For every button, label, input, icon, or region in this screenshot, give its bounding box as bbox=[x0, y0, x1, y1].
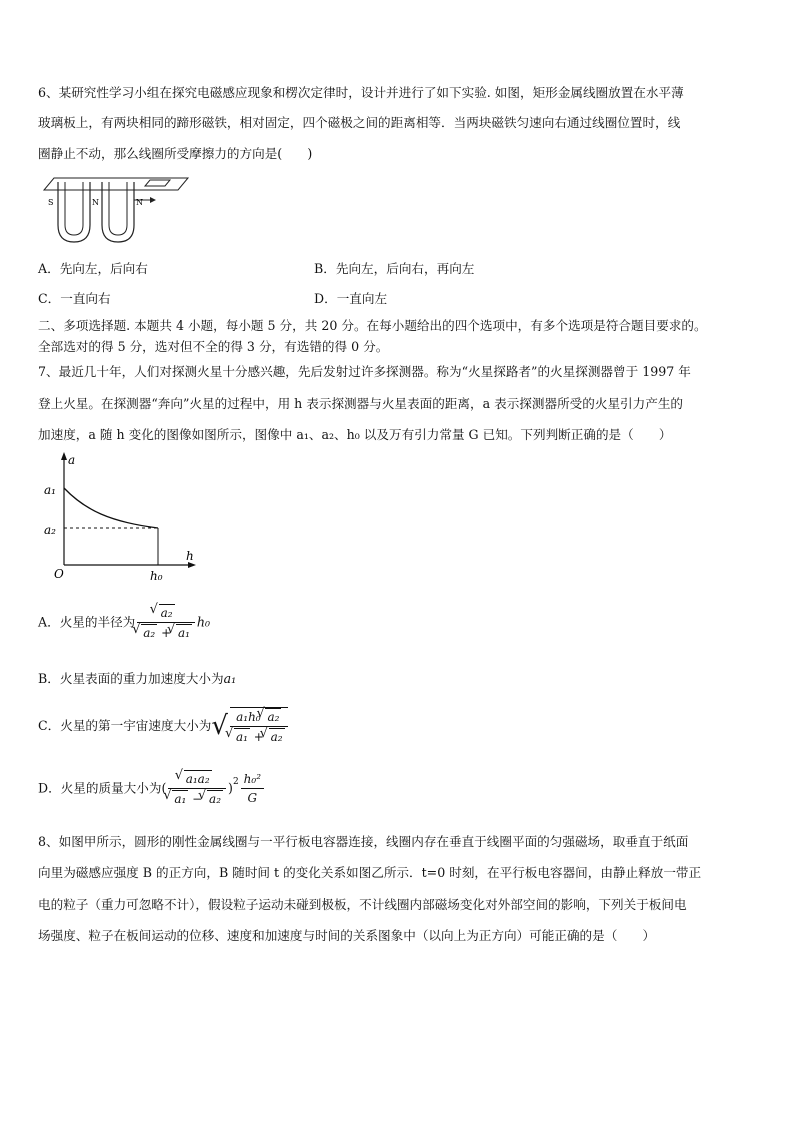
q7-option-d-fraction bbox=[168, 770, 226, 807]
q6-option-d: D．一直向左 bbox=[314, 291, 388, 306]
q6-option-b: B．先向左，后向右，再向左 bbox=[314, 261, 475, 276]
q6-line-2: 玻璃板上，有两块相同的蹄形磁铁，相对固定，四个磁极之间的距离相等．当两块磁铁匀速向右通过线圈位置时，线 bbox=[38, 115, 681, 130]
q7-option-d-den1: √ a₁ bbox=[172, 790, 188, 807]
q7-option-d-num2: h₀² bbox=[241, 771, 264, 789]
q7-option-a-den2: √ a₁ bbox=[176, 624, 192, 641]
q8-line-2: 向里为磁感应强度 B 的正方向，B 随时间 t 的变化关系如图乙所示．t=0 时刻，在平行板电容器间，由静止释放一带正 bbox=[38, 865, 702, 880]
q6-line-3: 圈静止不动，那么线圈所受摩擦力的方向是( ) bbox=[38, 146, 313, 161]
q6-option-c: C．一直向右 bbox=[38, 291, 111, 306]
q7-option-a-tail: h₀ bbox=[196, 614, 211, 630]
pole-label-s1: S bbox=[48, 198, 54, 207]
q7-option-c-den1: √ a₁ bbox=[234, 728, 250, 745]
q7-line-1: 7、最近几十年，人们对探测火星十分感兴趣，先后发射过许多探测器。称为“火星探路者”的火星探测器曾于 1997 年 bbox=[38, 364, 691, 379]
pole-label-n2: N bbox=[136, 198, 143, 207]
q6-option-a: A．先向左，后向右 bbox=[38, 261, 148, 276]
q7-option-c-plus: + bbox=[253, 730, 264, 744]
q7-option-d-pow: 2 bbox=[232, 777, 239, 787]
q7-a-h-graph bbox=[40, 450, 200, 585]
q7-option-d-den3: G bbox=[247, 791, 258, 805]
pole-label-n1: N bbox=[92, 198, 99, 207]
graph-h0-label: h₀ bbox=[150, 569, 163, 583]
q7-option-c-den2: √ a₂ bbox=[269, 728, 285, 745]
q8-line-4: 场强度、粒子在板间运动的位移、速度和加速度与时间的关系图象中（以向上为正方向）可能正确的是（ ） bbox=[38, 928, 656, 943]
q8-line-3: 电的粒子（重力可忽略不计），假设粒子运动未碰到极板，不计线圈内部磁场变化对外部空间的影响，下列关于板间电 bbox=[38, 897, 687, 912]
q7-option-c-num-root: √ a₂ bbox=[265, 708, 281, 725]
q7-option-c-text: C．火星的第一宇宙速度大小为 bbox=[38, 718, 212, 733]
q7-option-b-tail: a₁ bbox=[223, 671, 237, 686]
q7-option-c-num: a₁h₀ bbox=[236, 710, 261, 724]
q7-line-2: 登上火星。在探测器“奔向”火星的过程中，用 h 表示探测器与火星表面的距离，a 表示探测器所受的火星引力产生的 bbox=[38, 396, 684, 411]
q7-option-d-minus: − bbox=[192, 792, 203, 806]
q7-option-a bbox=[38, 604, 210, 641]
q6-line-1: 6、某研究性学习小组在探究电磁感应现象和楞次定律时，设计并进行了如下实验. 如图，矩形金属线圈放置在水平薄 bbox=[38, 85, 684, 100]
section2-line-1: 二、多项选择题. 本题共 4 小题，每小题 5 分，共 20 分。在每小题给出的四个选项中，有多个选项是符合题目要求的。 bbox=[38, 318, 707, 333]
graph-x-label: h bbox=[186, 549, 194, 563]
q7-option-d-fraction-2 bbox=[241, 771, 264, 806]
q7-option-b bbox=[38, 671, 236, 687]
q7-option-a-den1: √ a₂ bbox=[141, 624, 157, 641]
q7-option-c: C．火星的第一宇宙速度大小为√ a₁h₀ √ a₂ √ a₁ + √ a₂ bbox=[38, 706, 290, 746]
section2-line-2: 全部选对的得 5 分，选对但不全的得 3 分，有选错的得 0 分。 bbox=[38, 339, 389, 354]
q7-option-c-fraction bbox=[230, 707, 288, 745]
q7-option-d bbox=[38, 770, 266, 807]
q7-line-3: 加速度，a 随 h 变化的图像如图所示，图像中 a₁、a₂、h₀ 以及万有引力常量 G 已知。下列判断正确的是（ ） bbox=[38, 427, 672, 442]
graph-a1-label: a₁ bbox=[44, 483, 56, 497]
graph-a2-label: a₂ bbox=[44, 523, 56, 537]
q7-option-b-text: B．火星表面的重力加速度大小为 bbox=[38, 671, 224, 686]
q7-option-d-num: √ a₁a₂ bbox=[184, 770, 212, 787]
q7-option-d-text: D．火星的质量大小为( bbox=[38, 780, 167, 796]
q7-option-d-den2: √ a₂ bbox=[207, 790, 223, 807]
q7-option-a-plus: + bbox=[161, 626, 172, 640]
graph-origin-label: O bbox=[54, 567, 64, 581]
q7-option-a-text: A．火星的半径为 bbox=[38, 614, 136, 630]
q7-option-a-fraction bbox=[137, 604, 195, 641]
q8-line-1: 8、如图甲所示，圆形的刚性金属线圈与一平行板电容器连接，线圈内存在垂直于线圈平面的匀强磁场，取垂直于纸面 bbox=[38, 834, 689, 849]
graph-y-label: a bbox=[68, 453, 76, 467]
q7-option-a-num: √ a₂ bbox=[159, 604, 175, 621]
q6-magnet-figure bbox=[40, 170, 192, 250]
q7-option-d-close: ) bbox=[228, 780, 233, 796]
